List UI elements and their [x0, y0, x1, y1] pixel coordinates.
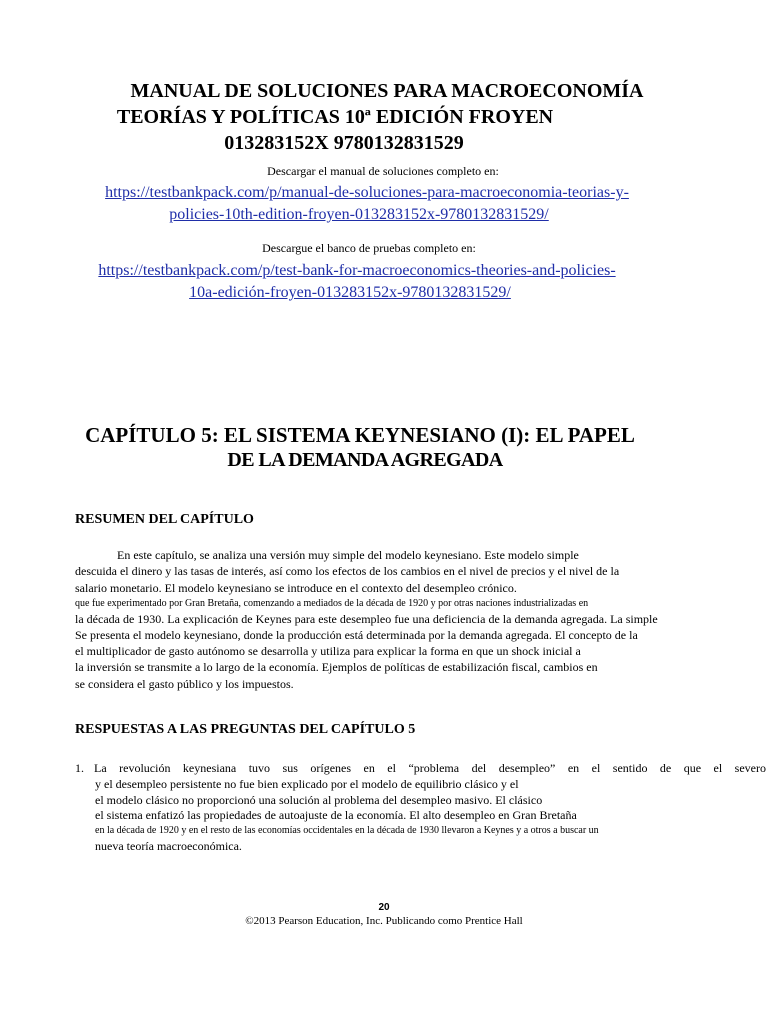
- chapter-title-line-1: CAPÍTULO 5: EL SISTEMA KEYNESIANO (I): EL PAPEL: [85, 423, 635, 447]
- summary-line-2: descuida el dinero y las tasas de interés, así como los efectos de los cambios en el nivel de precios y el nivel de la: [75, 564, 620, 578]
- summary-line-1: En este capítulo, se analiza una versión muy simple del modelo keynesiano. Este modelo simple: [117, 548, 579, 562]
- answer-line-4: el sistema enfatizó las propiedades de autoajuste de la economía. El alto desempleo en Gran Bretaña: [95, 808, 577, 822]
- summary-line-6: Se presenta el modelo keynesiano, donde la producción está determinada por la demanda agregada. El concepto de la: [75, 628, 638, 642]
- document-title-line-2: TEORÍAS Y POLÍTICAS 10ª EDICIÓN FROYEN: [116, 106, 554, 128]
- summary-line-8: la inversión se transmite a lo largo de la economía. Ejemplos de políticas de estabilización fiscal, cambios en: [75, 660, 598, 674]
- testbank-download-prompt: Descargue el banco de pruebas completo en:: [262, 241, 476, 255]
- summary-line-9: se considera el gasto público y los impuestos.: [75, 677, 294, 691]
- document-title-line-3: 013283152X 9780132831529: [224, 132, 464, 154]
- summary-line-5: la década de 1930. La explicación de Keynes para este desempleo fue una deficiencia de la demanda agregada. La simple: [75, 612, 658, 626]
- answer-line-1: La revolución keynesiana tuvo sus orígenes en el “problema del desempleo” en el sentido de que el severo: [94, 761, 766, 775]
- summary-heading: RESUMEN DEL CAPÍTULO: [75, 512, 254, 527]
- solutions-link-line-1[interactable]: https://testbankpack.com/p/manual-de-soluciones-para-macroeconomia-teorias-y-: [105, 184, 629, 201]
- summary-line-7: el multiplicador de gasto autónomo se desarrolla y utiliza para explicar la forma en que un shock inicial a: [75, 644, 581, 658]
- answer-line-5: en la década de 1920 y en el resto de las economías occidentales en la década de 1930 llevaron a Keynes y a otros a buscar un: [95, 825, 599, 836]
- answer-line-3: el modelo clásico no proporcionó una solución al problema del desempleo masivo. El clásico: [95, 793, 543, 807]
- answers-heading: RESPUESTAS A LAS PREGUNTAS DEL CAPÍTULO 5: [75, 722, 416, 737]
- testbank-link-line-2[interactable]: 10a-edición-froyen-013283152x-9780132831529/: [189, 284, 511, 301]
- summary-line-3: salario monetario. El modelo keynesiano se introduce en el contexto del desempleo crónico.: [75, 581, 517, 595]
- answer-line-2: y el desempleo persistente no fue bien explicado por el modelo de equilibrio clásico y el: [95, 777, 519, 791]
- page-number: 20: [378, 902, 390, 913]
- testbank-link-line-1[interactable]: https://testbankpack.com/p/test-bank-for-macroeconomics-theories-and-policies-: [98, 262, 616, 279]
- summary-line-4: que fue experimentado por Gran Bretaña, comenzando a mediados de la década de 1920 y por otras naciones industrializadas en: [75, 598, 589, 609]
- answer-item-number: 1.: [75, 761, 84, 775]
- chapter-title-line-2: DE LA DEMANDA AGREGADA: [227, 449, 503, 471]
- copyright-notice: ©2013 Pearson Education, Inc. Publicando como Prentice Hall: [245, 915, 523, 927]
- solutions-link-line-2[interactable]: policies-10th-edition-froyen-013283152x-9780132831529/: [169, 206, 549, 223]
- solutions-download-prompt: Descargar el manual de soluciones completo en:: [267, 164, 499, 178]
- document-title-line-1: MANUAL DE SOLUCIONES PARA MACROECONOMÍA: [130, 80, 644, 102]
- answer-line-6: nueva teoría macroeconómica.: [95, 839, 242, 853]
